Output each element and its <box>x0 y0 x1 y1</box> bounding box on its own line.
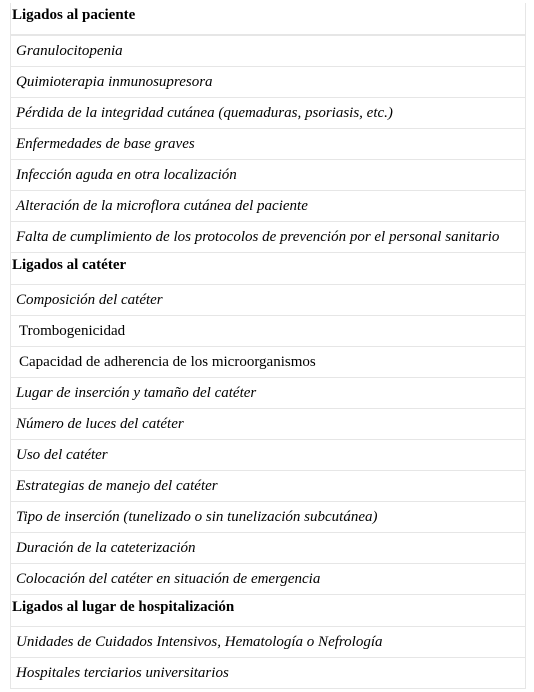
table-row <box>11 316 525 347</box>
row-text: Unidades de Cuidados Intensivos, Hematología o Nefrología <box>16 633 383 650</box>
table-row <box>11 98 525 129</box>
table-row <box>11 627 525 658</box>
row-text: Colocación del catéter en situación de emergencia <box>16 570 321 587</box>
table-row <box>11 191 525 222</box>
row-text: Trombogenicidad <box>19 322 126 339</box>
risk-factors-table <box>10 3 526 689</box>
section-heading-catheter <box>11 253 525 285</box>
section-heading-text: Ligados al lugar de hospitalización <box>12 599 235 615</box>
row-text: Lugar de inserción y tamaño del catéter <box>16 384 257 401</box>
row-text: Infección aguda en otra localización <box>16 166 237 183</box>
table-row <box>11 564 525 595</box>
section-heading-hospitalization <box>11 595 525 627</box>
table-row <box>11 222 525 253</box>
row-text: Tipo de inserción (tunelizado o sin tunelización subcutánea) <box>16 508 378 525</box>
row-text: Composición del catéter <box>16 291 163 308</box>
row-text: Estrategias de manejo del catéter <box>16 477 218 494</box>
table-row <box>11 409 525 440</box>
table-row <box>11 67 525 98</box>
table-row <box>11 502 525 533</box>
table-row <box>11 129 525 160</box>
row-text: Uso del catéter <box>16 446 108 463</box>
row-text: Falta de cumplimiento de los protocolos de prevención por el personal sanitario <box>16 228 500 245</box>
table-row <box>11 658 525 689</box>
table-row <box>11 347 525 378</box>
row-text: Enfermedades de base graves <box>16 135 195 152</box>
row-text: Granulocitopenia <box>16 42 123 59</box>
table-row <box>11 440 525 471</box>
row-text: Capacidad de adherencia de los microorganismos <box>19 353 316 370</box>
table-row <box>11 471 525 502</box>
table-row <box>11 35 525 67</box>
table-row <box>11 378 525 409</box>
section-heading-text: Ligados al catéter <box>12 257 127 273</box>
row-text: Duración de la cateterización <box>16 539 196 556</box>
table-row <box>11 285 525 316</box>
table-row <box>11 160 525 191</box>
row-text: Hospitales terciarios universitarios <box>16 664 229 681</box>
section-heading-text: Ligados al paciente <box>12 7 136 23</box>
row-text: Número de luces del catéter <box>16 415 184 432</box>
row-text: Quimioterapia inmunosupresora <box>16 73 213 90</box>
section-heading-patient <box>11 3 525 35</box>
row-text: Pérdida de la integridad cutánea (quemaduras, psoriasis, etc.) <box>16 104 393 121</box>
table-row <box>11 533 525 564</box>
row-text: Alteración de la microflora cutánea del paciente <box>16 197 308 214</box>
